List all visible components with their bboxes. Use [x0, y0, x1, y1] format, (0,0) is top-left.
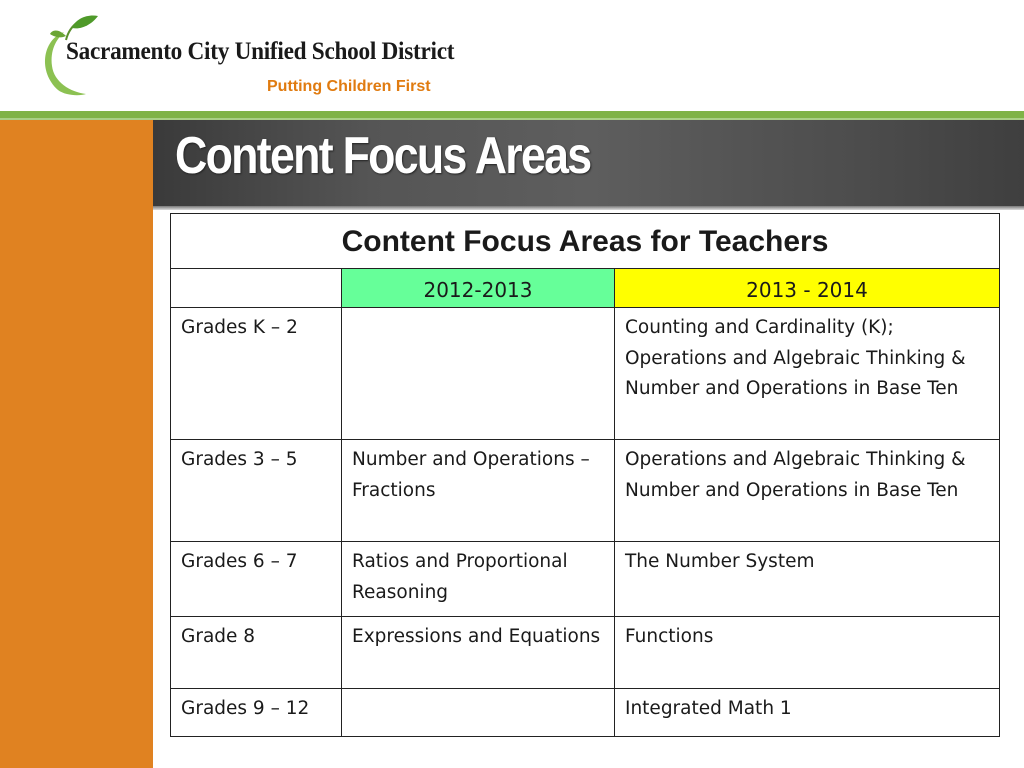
table-row — [171, 440, 1000, 542]
grade-cell: Grades 9 – 12 — [171, 689, 342, 737]
focus-2012-cell — [342, 689, 615, 737]
table-row — [171, 308, 1000, 440]
grade-cell: Grades 6 – 7 — [171, 542, 342, 617]
title-banner-edge — [153, 206, 1024, 210]
left-accent-bar — [0, 120, 153, 768]
district-name: Sacramento City Unified School District — [66, 38, 455, 65]
focus-2012-cell: Number and Operations – Fractions — [342, 440, 615, 542]
focus-2013-cell: Functions — [615, 617, 1000, 689]
page-header — [0, 0, 1024, 110]
table-row — [171, 542, 1000, 617]
table-row — [171, 617, 1000, 689]
grade-cell: Grades K – 2 — [171, 308, 342, 440]
focus-2012-cell: Ratios and Proportional Reasoning — [342, 542, 615, 617]
focus-2013-cell: Integrated Math 1 — [615, 689, 1000, 737]
district-tagline: Putting Children First — [267, 78, 431, 95]
year-header-2013: 2013 - 2014 — [615, 269, 1000, 308]
year-header-2012: 2012-2013 — [342, 269, 615, 308]
content-focus-table — [170, 213, 1000, 737]
focus-2012-cell — [342, 308, 615, 440]
table-row — [171, 689, 1000, 737]
slide-title: Content Focus Areas — [175, 127, 591, 185]
header-corner-cell — [171, 269, 342, 308]
grade-cell: Grades 3 – 5 — [171, 440, 342, 542]
grade-cell: Grade 8 — [171, 617, 342, 689]
focus-2013-cell: The Number System — [615, 542, 1000, 617]
focus-2013-cell: Counting and Cardinality (K); Operations and Algebraic Thinking & Number and Operations in Base Ten — [615, 308, 1000, 440]
table-caption: Content Focus Areas for Teachers — [171, 214, 1000, 269]
header-divider — [0, 111, 1024, 118]
focus-2013-cell: Operations and Algebraic Thinking & Number and Operations in Base Ten — [615, 440, 1000, 542]
focus-2012-cell: Expressions and Equations — [342, 617, 615, 689]
